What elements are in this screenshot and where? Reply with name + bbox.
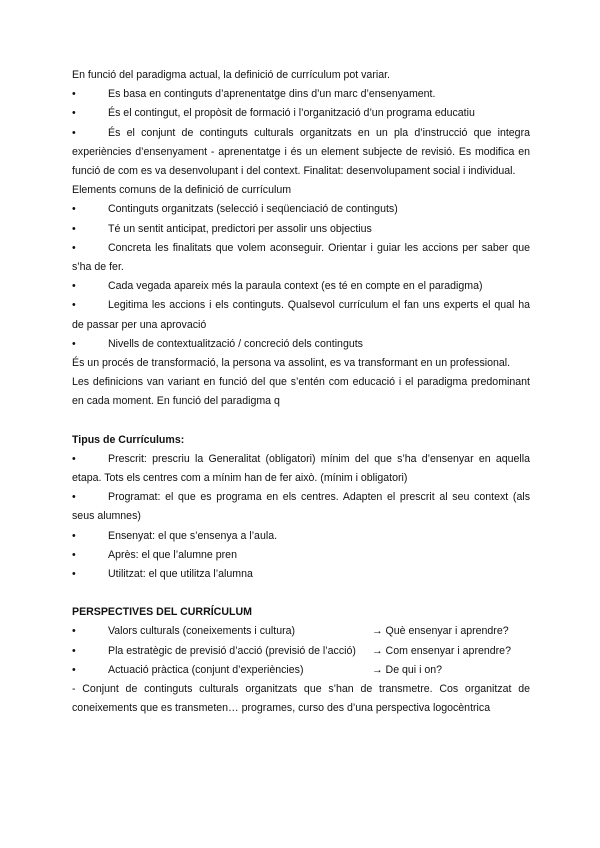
bullet-mark: • xyxy=(72,491,76,504)
bullet-mark: • xyxy=(72,280,76,293)
bullet-mark: • xyxy=(72,299,76,312)
type-bullet: • Utilitzat: el que utilitza l’alumna xyxy=(72,565,530,584)
perspective-question: → Com ensenyar i aprendre? xyxy=(372,644,511,657)
perspective-row: • Actuació pràctica (conjunt d’experiències) → De qui i on? xyxy=(72,661,530,680)
perspective-question: → Què ensenyar i aprendre? xyxy=(372,625,509,638)
type-bullet: • Programat: el que es programa en els centres. Adapten el prescrit al seu context (als seus alumnes) xyxy=(72,488,530,526)
element-bullet: • Concreta les finalitats que volem aconseguir. Orientar i guiar les accions per saber que s’ha de fer. xyxy=(72,239,530,277)
bullet-mark: • xyxy=(72,222,76,235)
element-bullet: • Cada vegada apareix més la paraula context (es té en compte en el paradigma) xyxy=(72,277,530,296)
bullet-mark: • xyxy=(72,337,76,350)
bullet-mark: • xyxy=(72,126,76,139)
bullet-mark: • xyxy=(72,625,76,638)
perspective-row: • Pla estratègic de previsió d’acció (previsió de l’acció) → Com ensenyar i aprendre? xyxy=(72,642,530,661)
bullet-mark: • xyxy=(72,88,76,101)
bullet-mark: • xyxy=(72,203,76,216)
bullet-mark: • xyxy=(72,548,76,561)
final-paragraph: - Conjunt de continguts culturals organitzats que s’han de transmetre. Cos organitzat de coneixements que es transmeten… programes, curso des d’una perspectiva logocèntrica xyxy=(72,683,530,715)
elements-title: Elements comuns de la definició de currículum xyxy=(72,184,292,197)
intro-text: En funció del paradigma actual, la definició de currículum pot variar. xyxy=(72,69,390,81)
bullet-mark: • xyxy=(72,452,76,465)
type-bullet: • Prescrit: prescriu la Generalitat (obligatori) mínim del que s’ha d’ensenyar en aquella etapa. Tots els centres com a mínim han de fer això. (mínim i obligatori) xyxy=(72,450,530,488)
element-bullet: • Continguts organitzats (selecció i seqüenciació de continguts) xyxy=(72,200,530,219)
element-bullet: • Legitima les accions i els continguts. Qualsevol currículum el fan uns experts el qual ha de passar per una aprovació xyxy=(72,296,530,334)
bullet-mark: • xyxy=(72,529,76,542)
bullet-mark: • xyxy=(72,241,76,254)
bullet-mark: • xyxy=(72,107,76,120)
bullet-mark: • xyxy=(72,568,76,581)
document-page xyxy=(72,66,530,719)
perspective-question: → De qui i on? xyxy=(372,663,443,676)
perspectives-title: PERSPECTIVES DEL CURRÍCULUM xyxy=(72,606,252,619)
bullet-mark: • xyxy=(72,644,76,657)
definition-bullet: • És el conjunt de continguts culturals organitzats en un pla d’instrucció que integra experiències d’ensenyament - aprenentatge i és un element subjecte de revisió. Es modifica en funció de com es va desenvolupant i del context. Finalitat: desenvolupament social i individual. xyxy=(72,124,530,182)
definitions-paragraph: Les definicions van variant en funció del que s’entén com educació i el paradigma predominant en cada moment. En funció del paradigma q xyxy=(72,376,530,408)
definition-bullet: • Es basa en continguts d’aprenentatge dins d’un marc d’ensenyament. xyxy=(72,85,530,104)
element-bullet: • Nivells de contextualització / concreció dels continguts xyxy=(72,335,530,354)
types-title: Tipus de Currículums: xyxy=(72,433,185,446)
bullet-mark: • xyxy=(72,663,76,676)
definition-bullet: • És el contingut, el propòsit de formació i l’organització d’un programa educatiu xyxy=(72,104,530,123)
element-bullet: • Té un sentit anticipat, predictori per assolir uns objectius xyxy=(72,220,530,239)
process-paragraph: És un procés de transformació, la persona va assolint, es va transformant en un professional. xyxy=(72,357,511,370)
spacer xyxy=(72,412,530,431)
perspective-row: • Valors culturals (coneixements i cultura) → Què ensenyar i aprendre? xyxy=(72,622,530,641)
type-bullet: • Après: el que l’alumne pren xyxy=(72,546,530,565)
spacer xyxy=(72,584,530,603)
type-bullet: • Ensenyat: el que s’ensenya a l’aula. xyxy=(72,527,530,546)
